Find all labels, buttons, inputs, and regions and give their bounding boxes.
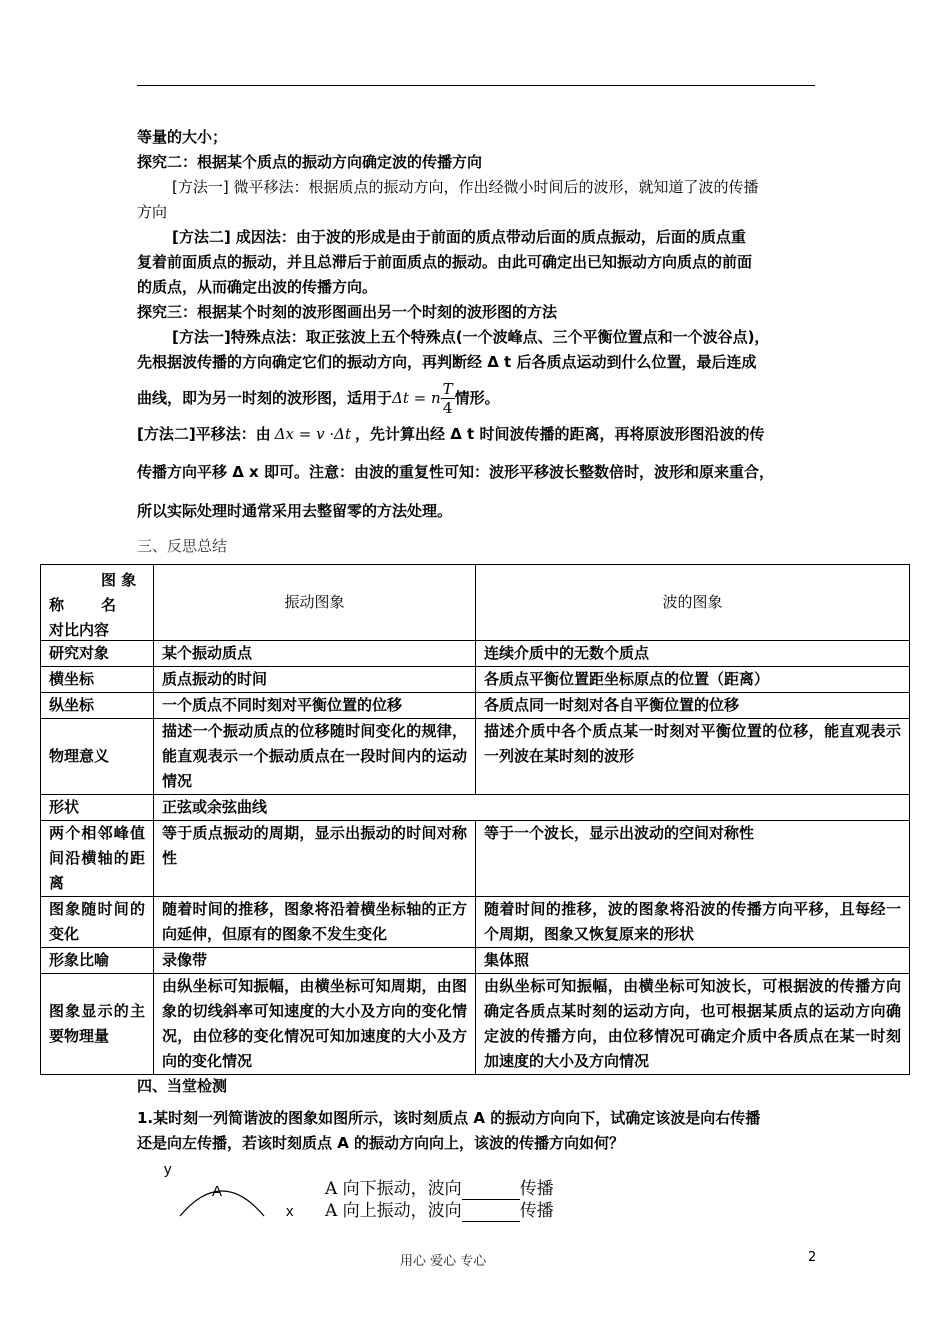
cell-vibration: 随着时间的推移，图象将沿着横坐标轴的正方向延伸，但原有的图象不发生变化 <box>154 897 476 948</box>
text-line: [方法一] 微平移法：根据质点的振动方向，作出经微小时间后的波形，就知道了波的传播 <box>172 178 759 196</box>
text-line: 等量的大小； <box>137 128 228 146</box>
y-axis-label: y <box>164 1161 172 1178</box>
cell-wave: 随着时间的推移，波的图象将沿波的传播方向平移，且每经一个周期，图象又恢复原来的形状 <box>476 897 910 948</box>
text-line: 方向 <box>137 203 168 221</box>
row-label: 横坐标 <box>41 667 154 693</box>
answer-suffix: 传播 <box>519 1179 554 1199</box>
header-rule <box>137 85 815 86</box>
text-line: [方法一]特殊点法：取正弦波上五个特殊点(一个波峰点、三个平衡位置点和一个波谷点)， <box>172 328 770 346</box>
row-label: 研究对象 <box>41 641 154 667</box>
answer-blank[interactable] <box>462 1183 520 1200</box>
row-label: 物理意义 <box>41 719 154 795</box>
table-header-row <box>41 565 910 641</box>
row-label: 两个相邻峰值间沿横轴的距离 <box>41 821 154 897</box>
section-heading-4: 四、当堂检测 <box>137 1077 228 1095</box>
table-row <box>41 693 910 719</box>
question-text: 1.某时刻一列简谐波的图象如图所示，该时刻质点 A 的振动方向向下，试确定该波是向右传播 <box>137 1109 761 1127</box>
point-a-label: A <box>212 1183 223 1200</box>
table-row <box>41 948 910 974</box>
answer-blank[interactable] <box>462 1205 520 1222</box>
corner-label-bottom: 对比内容 <box>49 621 110 639</box>
cell-vibration: 等于质点振动的周期，显示出振动的时间对称性 <box>154 821 476 897</box>
formula-lhs: Δt = n <box>392 389 441 407</box>
table-row <box>41 974 910 1075</box>
cell-vibration: 一个质点不同时刻对平衡位置的位移 <box>154 693 476 719</box>
text-fragment: 曲线，即为另一时刻的波形图，适用于 <box>137 389 393 407</box>
corner-label-top: 图 象 名 <box>101 571 137 614</box>
cell-wave: 集体照 <box>476 948 910 974</box>
row-label: 纵坐标 <box>41 693 154 719</box>
text-line: 传播方向平移 Δ x 即可。注意：由波的重复性可知：波形平移波长整数倍时，波形和原来重合， <box>137 463 774 481</box>
footer-text: 用心 爱心 专心 <box>400 1254 487 1269</box>
question-text: 还是向左传播，若该时刻质点 A 的振动方向向上，该波的传播方向如何？ <box>137 1134 625 1152</box>
text-line: [方法二] 成因法：由于波的形成是由于前面的质点带动后面的质点振动，后面的质点重 <box>172 228 746 246</box>
answer-line-up <box>325 1200 554 1222</box>
heading-inquiry-3: 探究三：根据某个时刻的波形图画出另一个时刻的波形图的方法 <box>137 303 558 321</box>
row-label: 图象随时间的变化 <box>41 897 154 948</box>
text-line: 复着前面质点的振动，并且总滞后于前面质点的振动。由此可确定出已知振动方向质点的前面 <box>137 253 753 271</box>
table-row <box>41 795 910 821</box>
table-row <box>41 667 910 693</box>
row-label: 形象比喻 <box>41 948 154 974</box>
answer-line-down <box>325 1178 554 1200</box>
fraction-denominator: 4 <box>442 399 453 417</box>
formula: Δx = v ·Δt <box>274 425 351 443</box>
table-row <box>41 897 910 948</box>
text-fragment: [方法二]平移法：由 <box>137 425 271 443</box>
cell-vibration: 质点振动的时间 <box>154 667 476 693</box>
cell-shape: 正弦或余弦曲线 <box>154 795 910 821</box>
cell-vibration: 描述一个振动质点的位移随时间变化的规律，能直观表示一个振动质点在一段时间内的运动情况 <box>154 719 476 795</box>
formula-fraction <box>441 380 455 417</box>
header-corner-cell <box>41 565 154 641</box>
table-row <box>41 641 910 667</box>
row-label: 形状 <box>41 795 154 821</box>
cell-wave: 等于一个波长，显示出波动的空间对称性 <box>476 821 910 897</box>
section-heading-3: 三、反思总结 <box>137 537 228 555</box>
answer-prefix: A 向上振动，波向 <box>325 1201 462 1221</box>
text-line-with-formula <box>137 378 500 418</box>
table-row <box>41 821 910 897</box>
cell-wave: 由纵坐标可知振幅，由横坐标可知波长，可根据波的传播方向确定各质点某时刻的运动方向，也可根据某质点的运动方向确定波的传播方向，由位移情况可确定介质中各质点在某一时刻加速度的大小及方向情况 <box>476 974 910 1075</box>
text-line: 的质点，从而确定出波的传播方向。 <box>137 278 378 296</box>
header-vibration-graph: 振动图象 <box>154 565 476 641</box>
header-wave-graph: 波的图象 <box>476 565 910 641</box>
answer-prefix: A 向下振动，波向 <box>325 1179 462 1199</box>
text-line-with-formula <box>137 424 764 444</box>
table-row <box>41 719 910 795</box>
text-fragment: 情形。 <box>454 389 500 407</box>
cell-wave: 描述介质中各个质点某一时刻对平衡位置的位移，能直观表示一列波在某时刻的波形 <box>476 719 910 795</box>
x-axis-label: x <box>286 1203 294 1220</box>
text-line: 先根据波传播的方向确定它们的振动方向，再判断经 Δ t 后各质点运动到什么位置，最后连成 <box>137 353 757 371</box>
page-number: 2 <box>808 1250 817 1265</box>
cell-wave: 各质点同一时刻对各自平衡位置的位移 <box>476 693 910 719</box>
cell-wave: 连续介质中的无数个质点 <box>476 641 910 667</box>
cell-vibration: 录像带 <box>154 948 476 974</box>
heading-inquiry-2: 探究二：根据某个质点的振动方向确定波的传播方向 <box>137 153 483 171</box>
corner-label-mid: 称 <box>49 596 65 614</box>
comparison-table <box>40 564 910 1075</box>
row-label: 图象显示的主要物理量 <box>41 974 154 1075</box>
fraction-numerator: T <box>442 380 453 398</box>
answer-suffix: 传播 <box>519 1201 554 1221</box>
cell-vibration: 由纵坐标可知振幅，由横坐标可知周期，由图象的切线斜率可知速度的大小及方向的变化情况，由位移的变化情况可知加速度的大小及方向的变化情况 <box>154 974 476 1075</box>
cell-vibration: 某个振动质点 <box>154 641 476 667</box>
text-fragment: ，先计算出经 Δ t 时间波传播的距离，再将原波形图沿波的传 <box>355 425 765 443</box>
cell-wave: 各质点平衡位置距坐标原点的位置（距离） <box>476 667 910 693</box>
text-line: 所以实际处理时通常采用去整留零的方法处理。 <box>137 502 453 520</box>
